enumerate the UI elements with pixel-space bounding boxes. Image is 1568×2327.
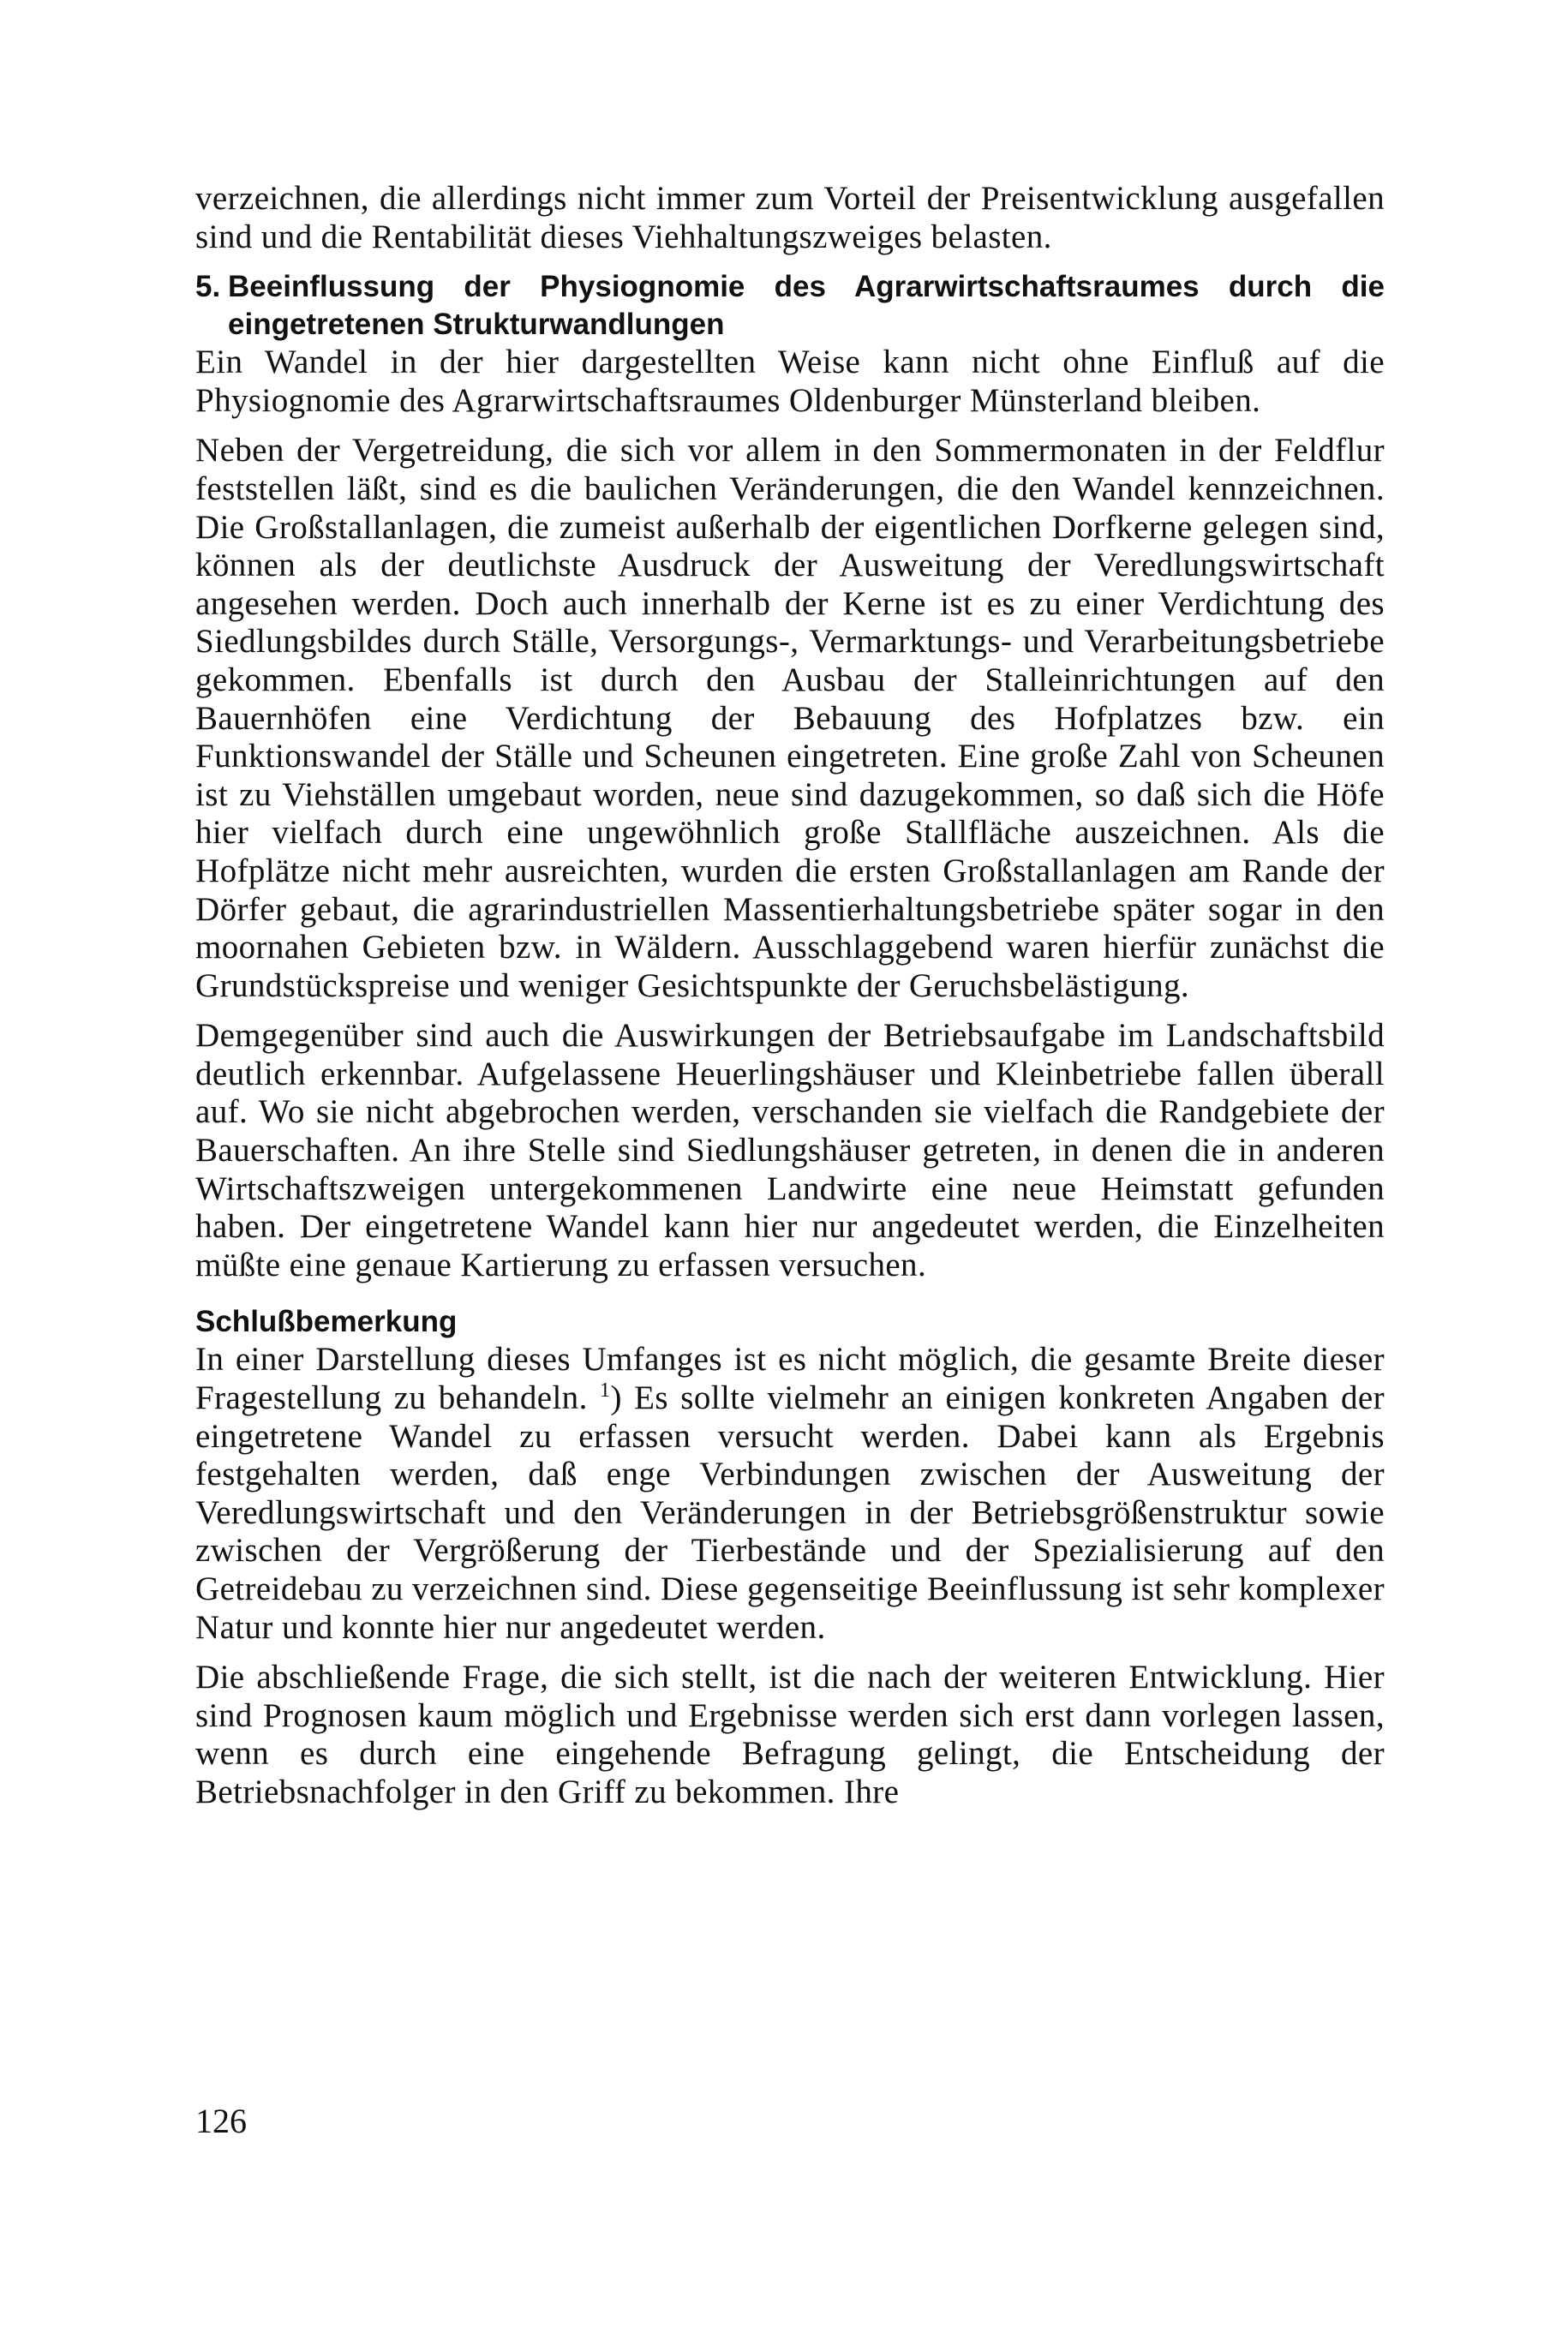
footnote-marker: 1 [600, 1379, 611, 1403]
paragraph-conclusion-1-part-a: In einer Darstellung dieses Umfanges ist es nicht möglich, die gesamte Breite dieser Fragestellung zu behandeln. [195, 1341, 1385, 1417]
paragraph-conclusion-1-part-b: Es sollte vielmehr an einigen konkreten Angaben der eingetretene Wandel zu erfassen versucht werden. Dabei kann als Ergebnis festgehalten werden, daß enge Verbindungen zwischen der Ausweitung der Veredlungswirtschaft und den Veränderungen in der Betriebsgrößenstruktur sowie zwischen der Vergrößerung der Tierbestände und der Spezialisierung auf den Getreidebau zu verzeichnen sind. Diese gegenseitige Beeinflussung ist sehr komplexer Natur und konnte hier nur angedeutet werden. [195, 1379, 1385, 1646]
page-number: 126 [195, 2102, 247, 2140]
section-5-heading [195, 268, 1385, 344]
page-body [195, 180, 1385, 1824]
paragraph-conclusion-1: In einer Darstellung dieses Umfanges ist es nicht möglich, die gesamte Breite dieser Fragestellung zu behandeln. $^1$) Es sollte vielmehr an einigen konkreten Angaben der eingetretene Wandel zu erfassen versucht werden. Dabei kann als Ergebnis festgehalten werden, daß enge Verbindungen zwischen der Ausweitung der Veredlungswirtschaft und den Veränderungen in der Betriebsgrößenstruktur sowie zwischen der Vergrößerung der Tierbestände und der Spezialisierung auf den Getreidebau zu verzeichnen sind. Diese gegenseitige Beeinflussung ist sehr komplexer Natur und konnte hier nur angedeutet werden. [195, 1341, 1385, 1646]
paragraph-section5-2: Neben der Vergetreidung, die sich vor allem in den Sommermonaten in der Feldflur feststellen läßt, sind es die baulichen Veränderungen, die den Wandel kennzeichnen. Die Großstallanlagen, die zumeist außerhalb der eigentlichen Dorfkerne gelegen sind, können als der deutlichste Ausdruck der Ausweitung der Veredlungswirtschaft angesehen werden. Doch auch innerhalb der Kerne ist es zu einer Verdichtung des Siedlungsbildes durch Ställe, Versorgungs-, Vermarktungs- und Verarbeitungsbetriebe gekommen. Ebenfalls ist durch den Ausbau der Stalleinrichtungen auf den Bauernhöfen eine Verdichtung der Bebauung des Hofplatzes bzw. ein Funktionswandel der Ställe und Scheunen eingetreten. Eine große Zahl von Scheunen ist zu Viehställen umgebaut worden, neue sind dazugekommen, so daß sich die Höfe hier vielfach durch eine ungewöhnlich große Stallfläche auszeichnen. Als die Hofplätze nicht mehr ausreichten, wurden die ersten Großstallanlagen am Rande der Dörfer gebaut, die agrarindustriellen Massentierhaltungsbetriebe später sogar in den moornahen Gebieten bzw. in Wäldern. Ausschlaggebend waren hierfür zunächst die Grundstückspreise und weniger Gesichtspunkte der Geruchsbelästigung. [195, 432, 1385, 1004]
paragraph-section5-1: Ein Wandel in der hier dargestellten Weise kann nicht ohne Einfluß auf die Physiognomie des Agrarwirtschaftsraumes Oldenburger Münsterland bleiben. [195, 344, 1385, 419]
paragraph-conclusion-2: Die abschließende Frage, die sich stellt, ist die nach der weiteren Entwicklung. Hier sind Prognosen kaum möglich und Ergebnisse werden sich erst dann vorlegen lassen, wenn es durch eine eingehende Befragung gelingt, die Entscheidung der Betriebsnachfolger in den Griff zu bekommen. Ihre [195, 1659, 1385, 1810]
paragraph-intro: verzeichnen, die allerdings nicht immer zum Vorteil der Preisentwicklung ausgefallen sind und die Rentabilität dieses Viehhaltungszweiges belasten. [195, 180, 1385, 255]
conclusion-heading: Schlußbemerkung [195, 1305, 458, 1339]
section-5-number: 5. [195, 270, 221, 304]
section-5-title: Beeinflussung der Physiognomie des Agrarwirtschaftsraumes durch die eingetretenen Strukturwandlungen [228, 270, 1385, 342]
paragraph-section5-3: Demgegenüber sind auch die Auswirkungen der Betriebsaufgabe im Landschaftsbild deutlich erkennbar. Aufgelassene Heuerlingshäuser und Kleinbetriebe fallen überall auf. Wo sie nicht abgebrochen werden, verschanden sie vielfach die Randgebiete der Bauerschaften. An ihre Stelle sind Siedlungshäuser getreten, in denen die in anderen Wirtschaftszweigen untergekommenen Landwirte eine neue Heimstatt gefunden haben. Der eingetretene Wandel kann hier nur angedeutet werden, die Einzelheiten müßte eine genaue Kartierung zu erfassen versuchen. [195, 1017, 1385, 1283]
